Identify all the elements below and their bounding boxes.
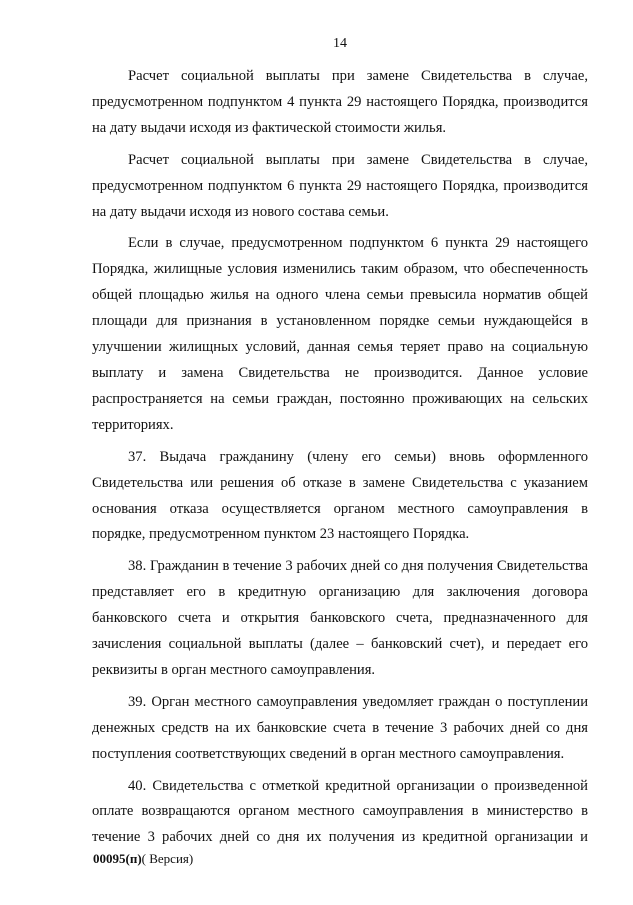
page-number: 14: [333, 36, 347, 51]
paragraph: Если в случае, предусмотренном подпунктом 6 пункта 29 настоящего Порядка, жилищные условия изменились таким образом, что обеспеченность общей площадью жилья на одного члена семьи превысила норматив общей площади для признания в установленном порядке семьи нуждающейся в улучшении жилищных условий, данная семья теряет право на социальную выплату и замена Свидетельства не производится. Данное условие распространяется на семьи граждан, постоянно проживающих на сельских территориях.: [92, 235, 588, 433]
paragraph-37: 37. Выдача гражданину (члену его семьи) вновь оформленного Свидетельства или решения об отказе в замене Свидетельства с указанием основания отказа осуществляется органом местного самоуправления в порядке, предусмотренном пунктом 23 настоящего Порядка.: [92, 448, 588, 543]
paragraph-40: 40. Свидетельства с отметкой кредитной организации о произведенной оплате возвращаются органом местного самоуправления в министерство в течение 3 рабочих дней со дня их получения из кредитной организации и: [92, 777, 588, 846]
document-body: [92, 64, 588, 857]
document-footer: [93, 851, 193, 867]
paragraph: Расчет социальной выплаты при замене Свидетельства в случае, предусмотренном подпунктом 4 пункта 29 настоящего Порядка, производится на дату выдачи исходя из фактической стоимости жилья.: [92, 68, 588, 136]
paragraph: Расчет социальной выплаты при замене Свидетельства в случае, предусмотренном подпунктом 6 пункта 29 настоящего Порядка, производится на дату выдачи исходя из нового состава семьи.: [92, 151, 588, 220]
document-version-label: ( Версия): [141, 851, 194, 866]
paragraph-38: 38. Гражданин в течение 3 рабочих дней со дня получения Свидетельства представляет его в кредитную организацию для заключения договора банковского счета и открытия банковского счета, предназначенного для зачисления социальной выплаты (далее – банковский счет), и передает его реквизиты в орган местного самоуправления.: [92, 558, 588, 678]
document-code: 00095(п): [93, 851, 142, 866]
paragraph-39: 39. Орган местного самоуправления уведомляет граждан о поступлении денежных средств на их банковские счета в течение 3 рабочих дней со дня поступления соответствующих сведений в орган местного самоуправления.: [92, 693, 588, 762]
